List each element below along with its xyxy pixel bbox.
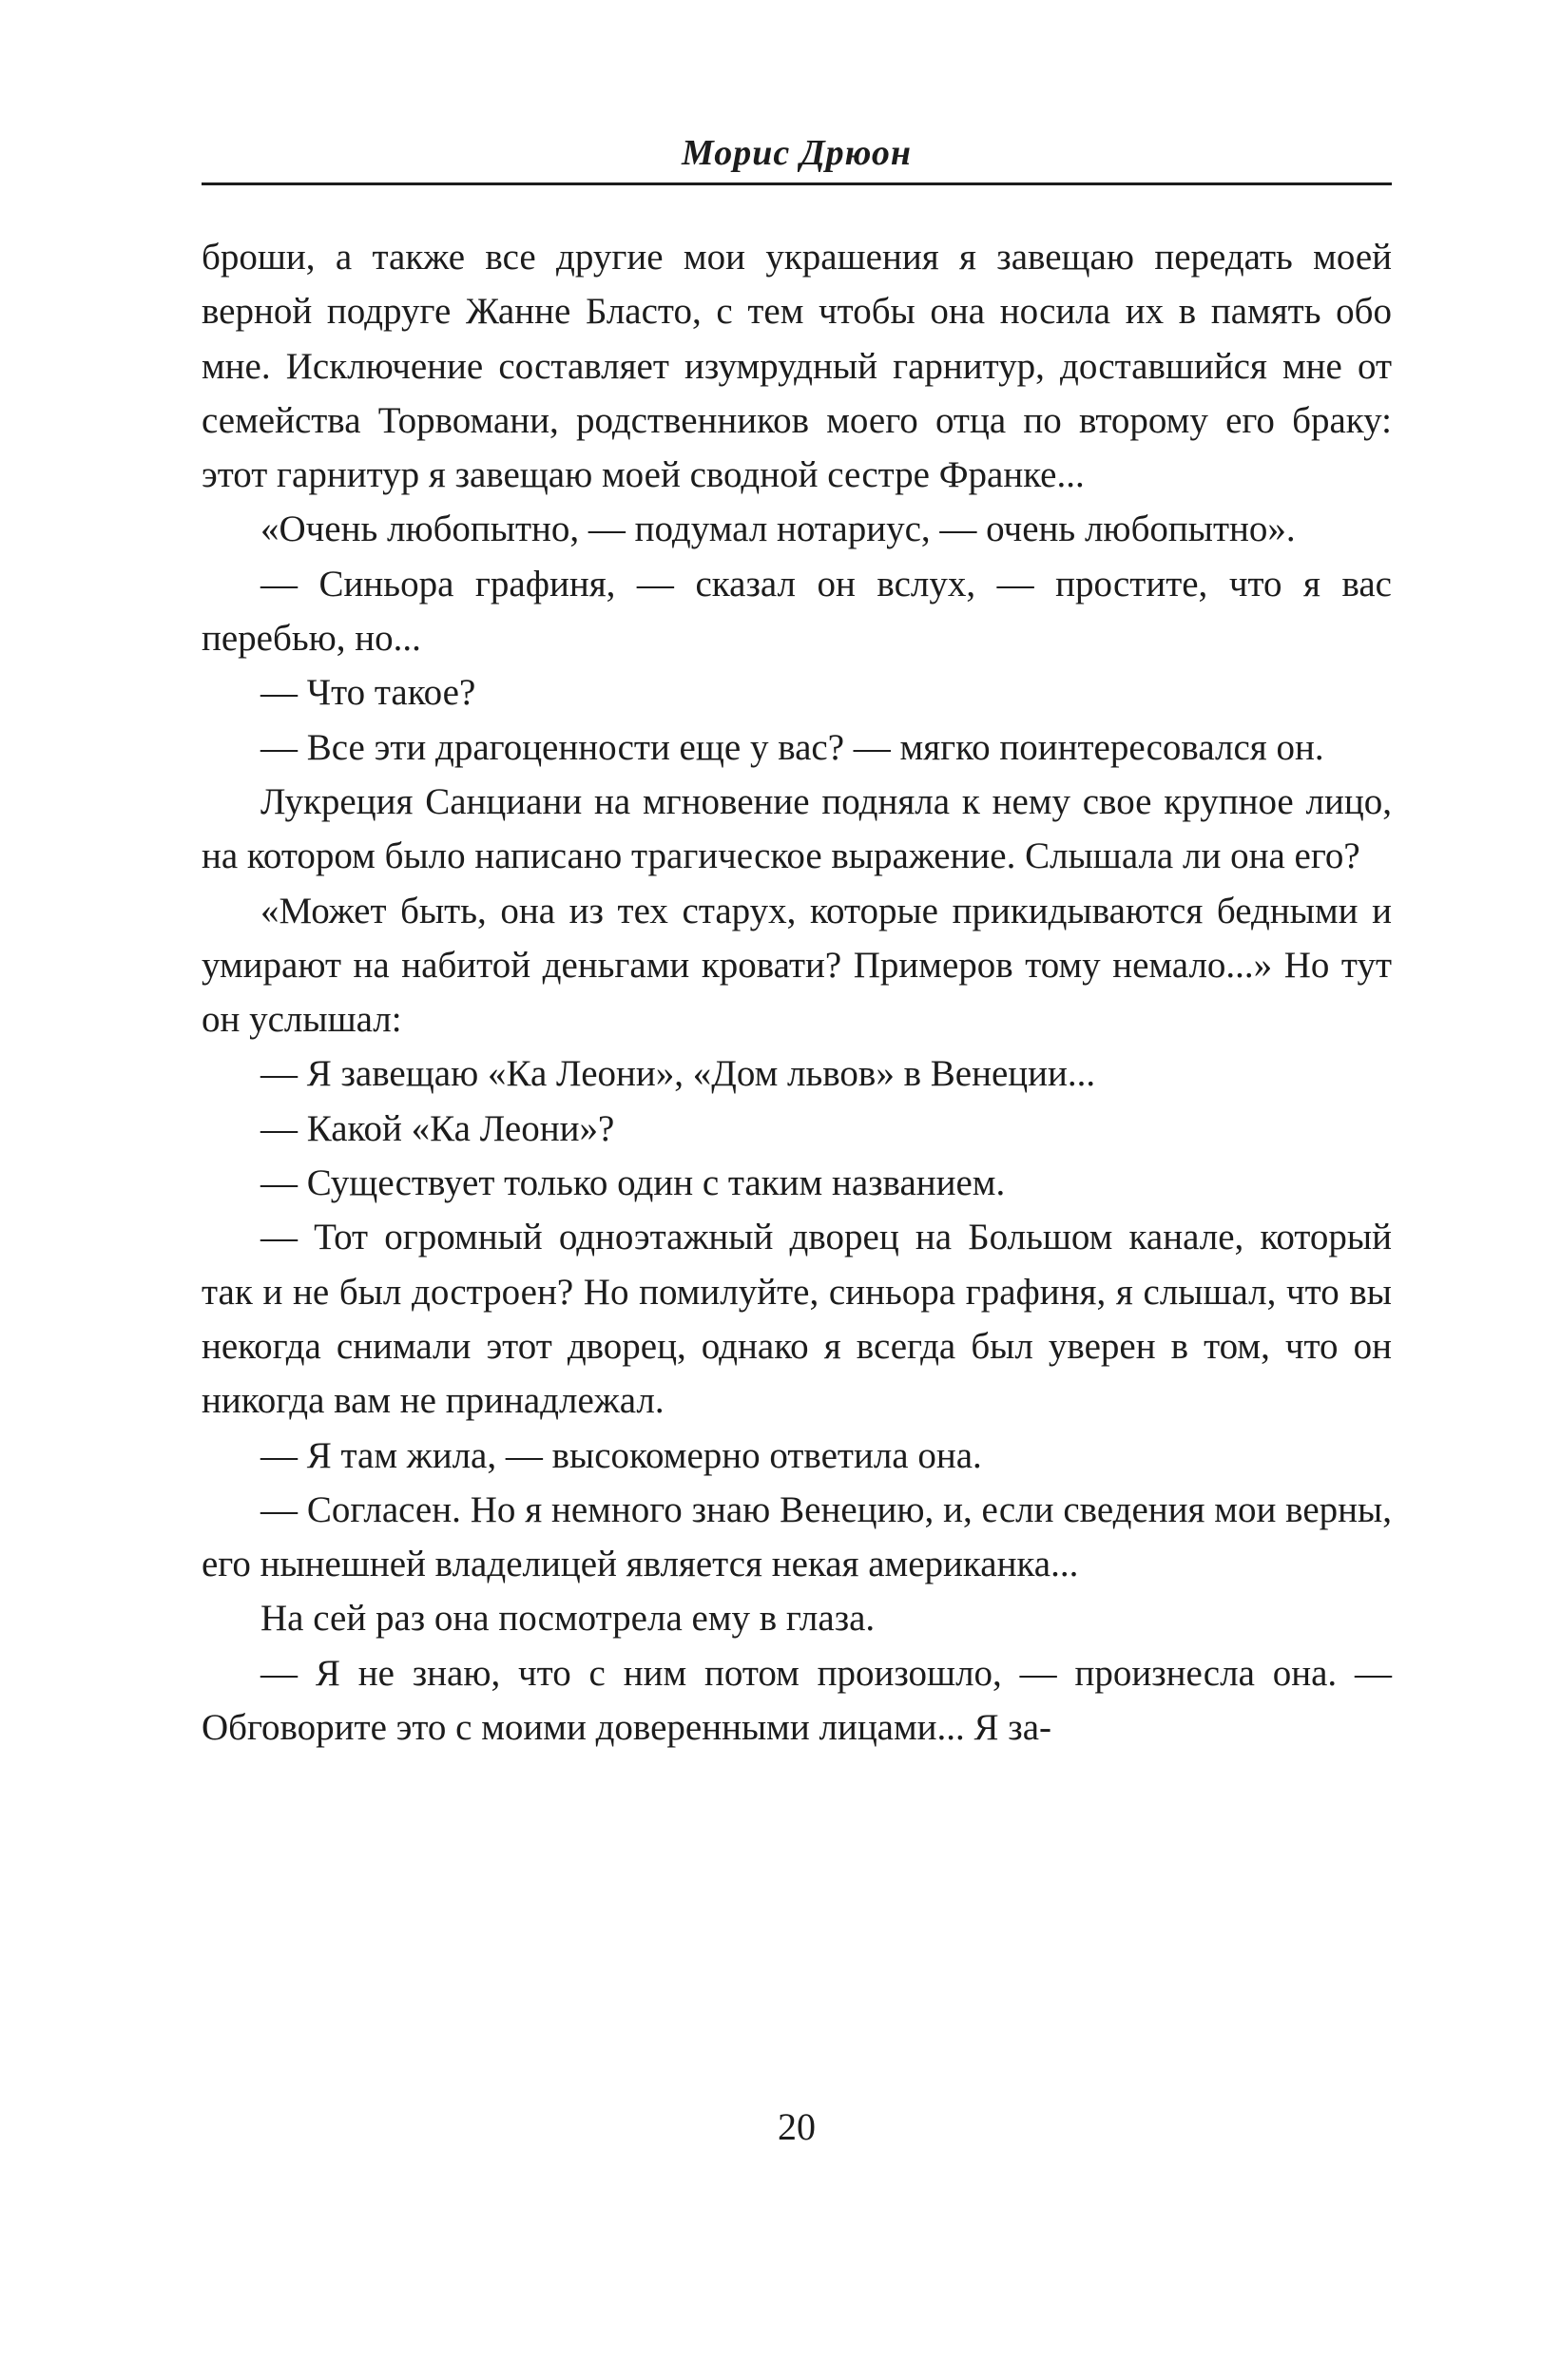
page-number: 20 [778, 2105, 816, 2148]
paragraph-5: — Все эти драгоценности еще у вас? — мягко поинтересовался он. [260, 726, 1324, 768]
page-body-text [202, 230, 1392, 1755]
paragraph-1: броши, а также все другие мои украшения я завещаю передать моей верной подруге Жанне Бласто, с тем чтобы она носила их в память обо мне. Исключение составляет изумрудный гарнитур, доставшийся мне от семейства Торвомани, родственников моего отца по второму его браку: этот гарнитур я завещаю моей сводной сестре Франке... [202, 237, 1392, 496]
paragraph-3: — Синьора графиня, — сказал он вслух, — простите, что я вас перебью, но... [202, 563, 1392, 660]
paragraph-6: Лукреция Санциани на мгновение подняла к нему свое крупное лицо, на котором было написано трагическое выражение. Слышала ли она его? [202, 780, 1392, 877]
paragraph-15: — Я не знаю, что с ним потом произошло, — произнесла она. — Обговорите это с моими доверенными лицами... Я за- [202, 1652, 1392, 1749]
paragraph-13: — Согласен. Но я немного знаю Венецию, и, если сведения мои верны, его нынешней владелицей является некая американка... [202, 1488, 1392, 1585]
paragraph-12: — Я там жила, — высокомерно ответила она. [260, 1434, 982, 1476]
paragraph-4: — Что такое? [260, 672, 476, 714]
paragraph-11: — Тот огромный одноэтажный дворец на Большом канале, который так и не был достроен? Но помилуйте, синьора графиня, я слышал, что вы некогда снимали этот дворец, однако я всегда был уверен в том, что он никогда вам не принадлежал. [202, 1217, 1392, 1422]
paragraph-8: — Я завещаю «Ка Леони», «Дом львов» в Венеции... [260, 1053, 1096, 1095]
paragraph-2: «Очень любопытно, — подумал нотариус, — очень любопытно». [260, 509, 1296, 550]
paragraph-7: «Может быть, она из тех старух, которые прикидываются бедными и умирают на набитой деньгами кровати? Примеров тому немало...» Но тут он услышал: [202, 890, 1392, 1041]
paragraph-14: На сей раз она посмотрела ему в глаза. [260, 1598, 876, 1640]
paragraph-9: — Какой «Ка Леони»? [260, 1107, 615, 1149]
header-rule [202, 182, 1392, 185]
running-head-author: Морис Дрюон [681, 133, 913, 173]
paragraph-10: — Существует только один с таким названием. [260, 1162, 1006, 1204]
